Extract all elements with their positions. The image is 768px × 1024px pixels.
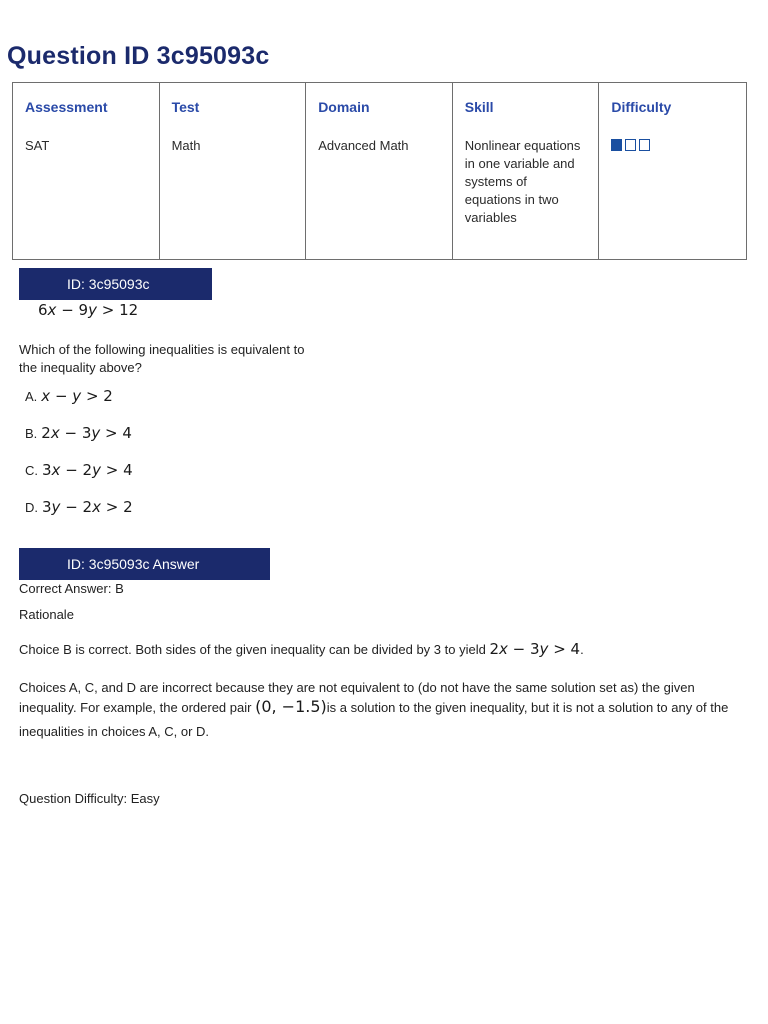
choice-expression: 2x − 3y > 4 xyxy=(41,424,132,442)
rationale-paragraph-2-line-1: Choices A, C, and D are incorrect because they are not equivalent to (do not have the same solution set as) the given xyxy=(19,680,695,695)
skill-column xyxy=(453,83,600,259)
rationale-paragraph-2-line-2: inequality. For example, the ordered pair (0, −1.5)is a solution to the given inequality, but it is not a solution to any of the xyxy=(19,697,729,716)
assessment-header: Assessment xyxy=(25,99,108,115)
choice-letter: C. xyxy=(25,463,38,478)
ordered-pair: (0, −1.5) xyxy=(255,697,327,716)
correct-answer: Correct Answer: B xyxy=(19,581,124,596)
choice-d xyxy=(25,498,133,516)
rationale-paragraph-2-line-3: inequalities in choices A, C, or D. xyxy=(19,724,210,739)
question-prompt: Which of the following inequalities is equivalent to the inequality above? xyxy=(19,342,305,375)
difficulty-box-empty xyxy=(639,139,650,151)
skill-header: Skill xyxy=(464,99,494,115)
choice-letter: A. xyxy=(25,389,38,404)
choice-b xyxy=(25,424,132,442)
answer-id-banner: ID: 3c95093c Answer xyxy=(19,548,270,580)
test-column xyxy=(160,83,307,259)
test-value: Math xyxy=(171,138,201,153)
choice-c xyxy=(25,461,133,479)
rationale-label: Rationale xyxy=(19,607,74,622)
domain-header: Domain xyxy=(318,99,370,115)
choice-letter: B. xyxy=(25,426,38,441)
question-difficulty: Question Difficulty: Easy xyxy=(19,791,160,806)
domain-column xyxy=(306,83,453,259)
choice-letter: D. xyxy=(25,500,38,515)
metadata-table xyxy=(12,82,747,260)
choice-expression: x − y > 2 xyxy=(41,387,113,405)
difficulty-indicator xyxy=(611,139,734,151)
domain-value: Advanced Math xyxy=(318,138,409,153)
difficulty-header: Difficulty xyxy=(611,99,672,115)
rationale-paragraph-1: Choice B is correct. Both sides of the given inequality can be divided by 3 to yield 2x − 3y > 4. xyxy=(19,640,584,658)
difficulty-box-filled xyxy=(611,139,622,151)
choice-a xyxy=(25,387,113,405)
difficulty-column xyxy=(599,83,746,259)
assessment-column xyxy=(13,83,160,259)
test-header: Test xyxy=(171,99,200,115)
rationale-expression: 2x − 3y > 4 xyxy=(489,640,581,658)
choice-expression: 3y − 2x > 2 xyxy=(42,498,133,516)
page-title: Question ID 3c95093c xyxy=(7,42,270,70)
choice-expression: 3x − 2y > 4 xyxy=(42,461,133,479)
skill-value: Nonlinear equations in one variable and systems of equations in two variables xyxy=(464,138,581,225)
difficulty-box-empty xyxy=(625,139,636,151)
given-inequality: 6x − 9y > 12 xyxy=(38,301,139,319)
question-id-banner: ID: 3c95093c xyxy=(19,268,212,300)
assessment-value: SAT xyxy=(25,138,50,153)
